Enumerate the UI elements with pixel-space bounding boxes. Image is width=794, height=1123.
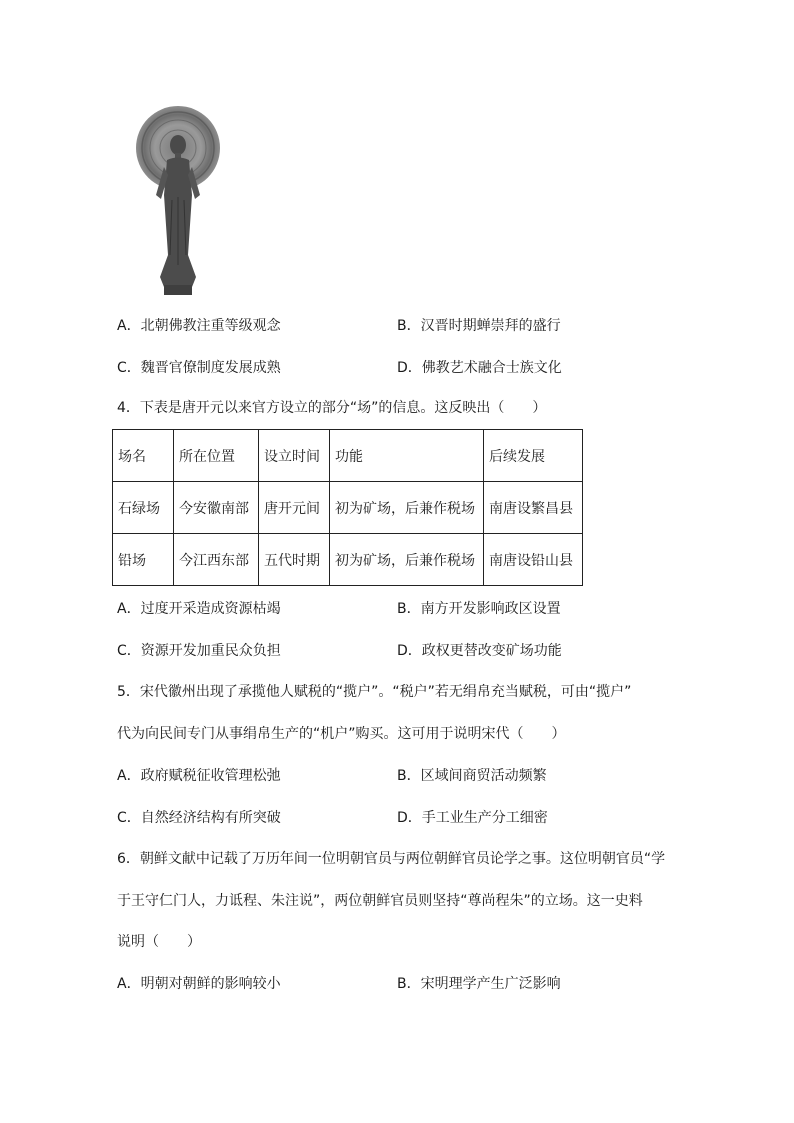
q5-option-a: A．政府赋税征收管理松弛 — [117, 768, 281, 784]
q6-option-a: A．明朝对朝鲜的影响较小 — [117, 976, 281, 992]
q3-option-b: B．汉晋时期蝉崇拜的盛行 — [397, 318, 561, 334]
table-header-cell: 后续发展 — [484, 430, 583, 482]
table-cell: 南唐设铅山县 — [484, 534, 583, 586]
table-cell: 五代时期 — [259, 534, 330, 586]
q5-option-c: C．自然经济结构有所突破 — [117, 810, 281, 826]
table-cell: 铅场 — [113, 534, 174, 586]
table-row — [113, 482, 583, 534]
q4-option-c: C．资源开发加重民众负担 — [117, 643, 281, 659]
q4-option-b: B．南方开发影响政区设置 — [397, 601, 561, 617]
buddha-statue-image — [134, 105, 222, 300]
q6-option-b: B．宋明理学产生广泛影响 — [397, 976, 561, 992]
q4-option-d: D．政权更替改变矿场功能 — [397, 643, 562, 659]
table-cell: 石绿场 — [113, 482, 174, 534]
q4-option-a: A．过度开采造成资源枯竭 — [117, 601, 281, 617]
table-header-row — [113, 430, 583, 482]
q3-option-c: C．魏晋官僚制度发展成熟 — [117, 360, 281, 376]
table-row — [113, 534, 583, 586]
table-header-cell: 功能 — [330, 430, 484, 482]
table-cell: 南唐设繁昌县 — [484, 482, 583, 534]
table-cell: 唐开元间 — [259, 482, 330, 534]
table-cell: 今安徽南部 — [174, 482, 259, 534]
q3-option-a: A．北朝佛教注重等级观念 — [117, 318, 281, 334]
q4-stem: 4．下表是唐开元以来官方设立的部分“场”的信息。这反映出（ ） — [117, 400, 547, 416]
q6-stem-line-3: 说明（ ） — [117, 934, 201, 950]
q5-option-b: B．区域间商贸活动频繁 — [397, 768, 547, 784]
table-header-cell: 设立时间 — [259, 430, 330, 482]
q5-option-d: D．手工业生产分工细密 — [397, 810, 548, 826]
q6-stem-line-1: 6．朝鲜文献中记载了万历年间一位明朝官员与两位朝鲜官员论学之事。这位明朝官员“学 — [117, 851, 666, 867]
table-header-cell: 场名 — [113, 430, 174, 482]
q5-stem-line-1: 5．宋代徽州出现了承揽他人赋税的“揽户”。“税户”若无绢帛充当赋税，可由“揽户” — [117, 684, 632, 700]
q4-info-table — [112, 429, 583, 586]
table-cell: 初为矿场，后兼作税场 — [330, 534, 484, 586]
q6-stem-line-2: 于王守仁门人，力诋程、朱注说”，两位朝鲜官员则坚持“尊尚程朱”的立场。这一史料 — [117, 893, 643, 909]
q5-stem-line-2: 代为向民间专门从事绢帛生产的“机户”购买。这可用于说明宋代（ ） — [117, 726, 566, 742]
q3-option-d: D．佛教艺术融合士族文化 — [397, 360, 562, 376]
table-cell: 今江西东部 — [174, 534, 259, 586]
table-header-cell: 所在位置 — [174, 430, 259, 482]
table-cell: 初为矿场，后兼作税场 — [330, 482, 484, 534]
